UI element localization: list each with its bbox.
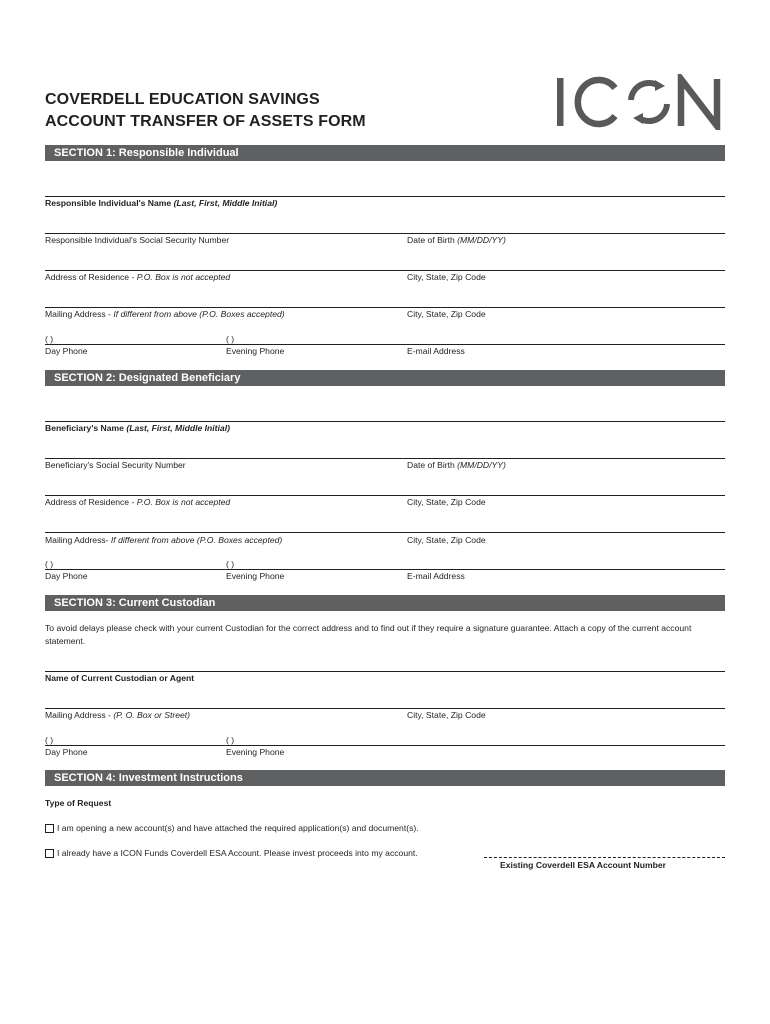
s1-residence-line <box>45 270 725 271</box>
s2-phone-line <box>45 569 725 570</box>
s3-city-label: City, State, Zip Code <box>407 710 486 720</box>
s4-existing-account-label: I already have a ICON Funds Coverdell ESA Account. Please invest proceeds into my account. <box>57 848 418 858</box>
section-2-header: SECTION 2: Designated Beneficiary <box>45 370 725 386</box>
form-title-line-1: COVERDELL EDUCATION SAVINGS <box>45 91 320 108</box>
s3-evening-phone-area-code: ( ) <box>226 735 235 745</box>
s1-email-label: E-mail Address <box>407 346 465 356</box>
s2-name-label: Beneficiary's Name (Last, First, Middle Initial) <box>45 423 230 433</box>
s2-name-line <box>45 421 725 422</box>
s3-day-phone-label: Day Phone <box>45 747 88 757</box>
s2-day-phone-label: Day Phone <box>45 571 88 581</box>
s1-residence-label: Address of Residence - P.O. Box is not accepted <box>45 272 231 282</box>
s3-custodian-label: Name of Current Custodian or Agent <box>45 673 195 683</box>
s4-account-number-line[interactable] <box>484 857 725 858</box>
s2-mailing-line <box>45 532 725 533</box>
s4-new-account-checkbox[interactable] <box>45 824 54 833</box>
s2-email-label: E-mail Address <box>407 571 465 581</box>
icon-logo <box>553 74 725 130</box>
form-title-line-2: ACCOUNT TRANSFER OF ASSETS FORM <box>45 113 366 130</box>
s3-mailing-label: Mailing Address - (P. O. Box or Street) <box>45 710 191 720</box>
s3-day-phone-area-code: ( ) <box>45 735 54 745</box>
s3-evening-phone-label: Evening Phone <box>226 747 285 757</box>
s3-custodian-line <box>45 671 725 672</box>
s1-phone-line <box>45 344 725 345</box>
s2-city-label-1: City, State, Zip Code <box>407 497 486 507</box>
s1-day-phone-area-code: ( ) <box>45 334 54 344</box>
s2-day-phone-area-code: ( ) <box>45 559 54 569</box>
form-title <box>45 89 366 133</box>
s2-residence-label: Address of Residence - P.O. Box is not accepted <box>45 497 231 507</box>
s2-dob-label: Date of Birth (MM/DD/YY) <box>407 460 506 470</box>
s2-ssn-label: Beneficiary's Social Security Number <box>45 460 186 470</box>
s1-mailing-label: Mailing Address - If different from above (P.O. Boxes accepted) <box>45 309 285 319</box>
icon-logo-graphic <box>553 74 725 130</box>
s2-evening-phone-label: Evening Phone <box>226 571 285 581</box>
s1-city-label-1: City, State, Zip Code <box>407 272 486 282</box>
s1-evening-phone-area-code: ( ) <box>226 334 235 344</box>
s2-city-label-2: City, State, Zip Code <box>407 535 486 545</box>
s1-mailing-line <box>45 307 725 308</box>
s1-name-label: Responsible Individual's Name (Last, First, Middle Initial) <box>45 198 278 208</box>
s1-city-label-2: City, State, Zip Code <box>407 309 486 319</box>
s1-name-line <box>45 196 725 197</box>
s2-evening-phone-area-code: ( ) <box>226 559 235 569</box>
s3-instructions: To avoid delays please check with your current Custodian for the correct address and to find out if they require a signature guarantee. Attach a copy of the current account statement. <box>45 623 692 646</box>
s4-new-account-label: I am opening a new account(s) and have attached the required application(s) and document(s). <box>57 823 419 833</box>
section-1-header: SECTION 1: Responsible Individual <box>45 145 725 161</box>
s1-evening-phone-label: Evening Phone <box>226 346 285 356</box>
s2-ssn-line <box>45 458 725 459</box>
section-3-header: SECTION 3: Current Custodian <box>45 595 725 611</box>
s2-mailing-label: Mailing Address- If different from above (P.O. Boxes accepted) <box>45 535 283 545</box>
s2-residence-line <box>45 495 725 496</box>
s1-dob-label: Date of Birth (MM/DD/YY) <box>407 235 506 245</box>
s4-account-number-label: Existing Coverdell ESA Account Number <box>500 860 667 870</box>
s1-ssn-line <box>45 233 725 234</box>
s1-ssn-label: Responsible Individual's Social Security Number <box>45 235 230 245</box>
s4-existing-account-checkbox[interactable] <box>45 849 54 858</box>
section-4-header: SECTION 4: Investment Instructions <box>45 770 725 786</box>
s1-day-phone-label: Day Phone <box>45 346 88 356</box>
s3-phone-line <box>45 745 725 746</box>
s3-mailing-line <box>45 708 725 709</box>
s4-type-label: Type of Request <box>45 798 112 808</box>
